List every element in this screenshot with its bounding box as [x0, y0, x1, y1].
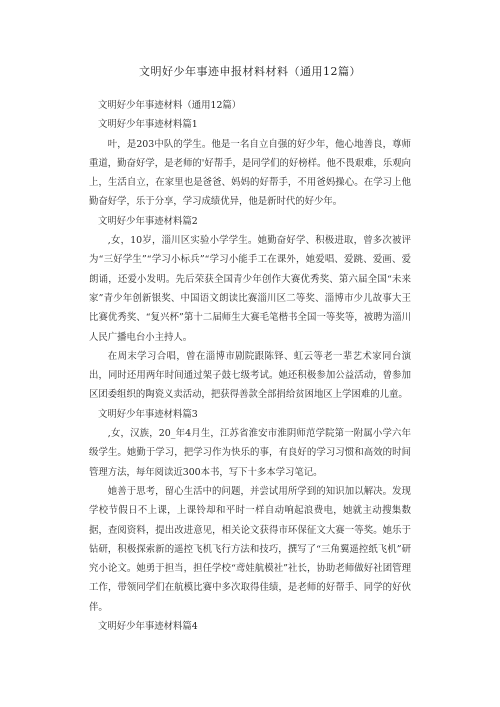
document-body [89, 96, 411, 636]
body-paragraph: 她善于思考，留心生活中的问题，并尝试用所学到的知识加以解决。发现学校节假日不上课，上课铃却和平时一样自动响起浪费电，她就主动搜集数据，查阅资料，提出改进意见，相关论文获得市环保征文大赛一等奖。她乐于钻研，积极探索新的遥控飞机飞行方法和技巧，撰写了“三角翼遥控纸飞机”研究小论文。她勇于担当，担任学校“鸢娃航模社”社长，协助老师做好社团管理工作，带领同学们在航模比赛中多次取得佳绩，是老师的好帮手、同学的好伙伴。 [89, 485, 411, 613]
body-paragraph: ,女，10岁，淄川区实验小学学生。她勤奋好学、积极进取，曾多次被评为“三好学生”“学习小标兵”“学习小能手工在课外，她爱唱、爱跳、爱画、爱朗诵，还爱小发明。先后荣获全国青少年创作大赛优秀奖、第六届全国“未来家”青少年创新银奖、中国语文朗读比赛淄川区二等奖、淄博市少儿故事大王比赛优秀奖、“复兴杯”第十二届师生大赛毛笔楷书全国一等奖等，被聘为淄川人民广播电台小主持人。 [89, 235, 411, 343]
section-heading: 文明好少年事迹材料篇3 [98, 408, 198, 420]
body-paragraph: 在周末学习合唱，曾在淄博市剧院跟陈铎、虹云等老一辈艺术家同台演出，同时还用两年时间通过架子鼓七级考试。她还积极参加公益活动，曾参加区团委组织的陶瓷义卖活动，把获得善款全部捐给贫困地区上学困难的儿童。 [89, 350, 411, 401]
paragraph-heading: 文明好少年事迹材料（通用12篇） [98, 100, 242, 111]
section-heading: 文明好少年事迹材料篇1 [98, 119, 198, 131]
section-heading: 文明好少年事迹材料篇2 [98, 215, 198, 227]
section-heading: 文明好少年事迹材料篇4 [98, 621, 198, 633]
body-paragraph: ,女，汉族，20_年4月生，江苏省淮安市淮阴师范学院第一附属小学六年级学生。她勤于学习，把学习作为快乐的事，有良好的学习习惯和高效的时间管理方法，每年阅读近300本书，写下十多本学习笔记。 [89, 428, 411, 478]
body-paragraph: 叶，是203中队的学生。他是一名自立自强的好少年，他心地善良，尊师重道，勤奋好学，是老师的'好帮手，是同学们的好榜样。他不畏艰难，乐观向上，生活自立，在家里也是爸爸、妈妈的好帮手，不用爸妈操心。在学习上他勤奋好学，乐于分享，学习成绩优异，他是新时代的好少年。 [89, 138, 411, 208]
document-title: 文明好少年事迹申报材料材料（通用12篇） [139, 65, 361, 78]
